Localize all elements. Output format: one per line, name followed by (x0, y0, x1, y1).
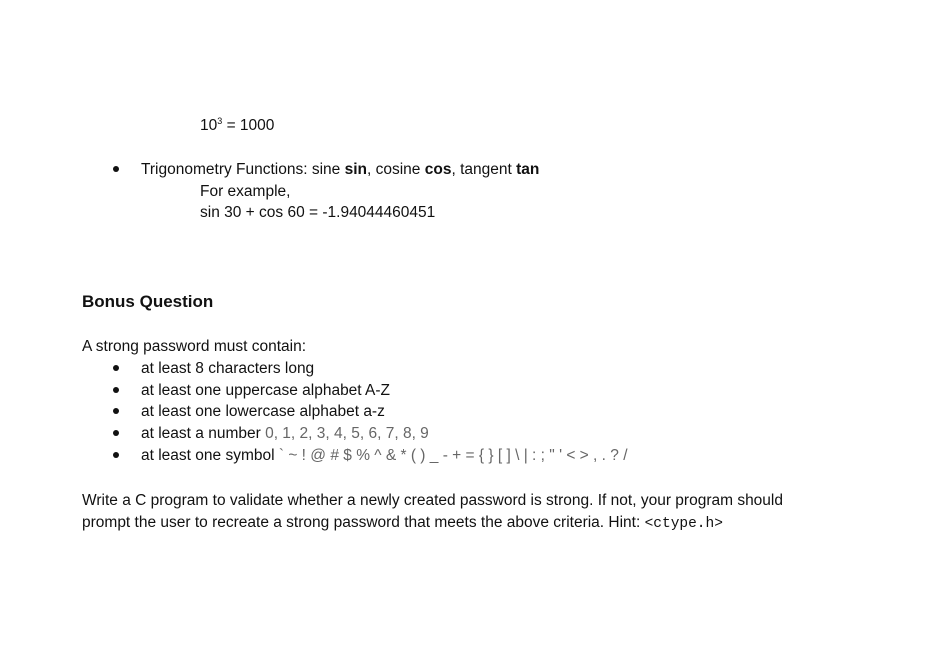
power-base: 10 (200, 117, 218, 134)
bullet-dot (113, 430, 119, 436)
criteria-text: at least 8 characters long (141, 360, 315, 377)
criteria-text: at least a number (141, 425, 266, 442)
trig-cos: cos (424, 161, 452, 178)
task-line-2 (82, 512, 723, 536)
criteria-intro: A strong password must contain: (82, 338, 307, 355)
power-example (200, 115, 274, 137)
power-result: = 1000 (222, 117, 275, 134)
criteria-item (141, 380, 390, 402)
section-heading: Bonus Question (82, 292, 214, 311)
criteria-text: at least one uppercase alphabet A-Z (141, 382, 391, 399)
criteria-symbols: ` ~ ! @ # $ % ^ & * ( ) _ - + = { } [ ] \ | : ; " ' < > , . ? / (278, 447, 628, 464)
trig-sin: sin (344, 161, 367, 178)
bullet-dot (113, 408, 119, 414)
bullet-dot (113, 365, 119, 371)
trig-functions-line (141, 159, 539, 181)
trig-tan: tan (516, 161, 540, 178)
criteria-text: at least one lowercase alphabet a-z (141, 403, 385, 420)
trig-example-label: For example, (200, 183, 291, 200)
trig-mid1: , cosine (367, 161, 425, 178)
bullet-dot (113, 387, 119, 393)
bullet-dot (113, 166, 119, 172)
criteria-item (141, 401, 385, 423)
trig-prefix: Trigonometry Functions: sine (141, 161, 345, 178)
bullet-dot (113, 452, 119, 458)
criteria-text: at least one symbol (141, 447, 279, 464)
trig-example-expression: sin 30 + cos 60 = -1.94044460451 (200, 204, 436, 221)
hint-code: <ctype.h> (644, 516, 723, 532)
power-exponent: 3 (217, 115, 223, 126)
criteria-digits: 0, 1, 2, 3, 4, 5, 6, 7, 8, 9 (265, 425, 429, 442)
criteria-item (141, 445, 628, 467)
task-line-1: Write a C program to validate whether a newly created password is strong. If not, your program should (82, 492, 783, 509)
task-line-2-text: prompt the user to recreate a strong password that meets the above criteria. Hint: (82, 514, 645, 531)
criteria-item (141, 358, 314, 380)
trig-mid2: , tangent (451, 161, 517, 178)
criteria-item (141, 423, 429, 445)
